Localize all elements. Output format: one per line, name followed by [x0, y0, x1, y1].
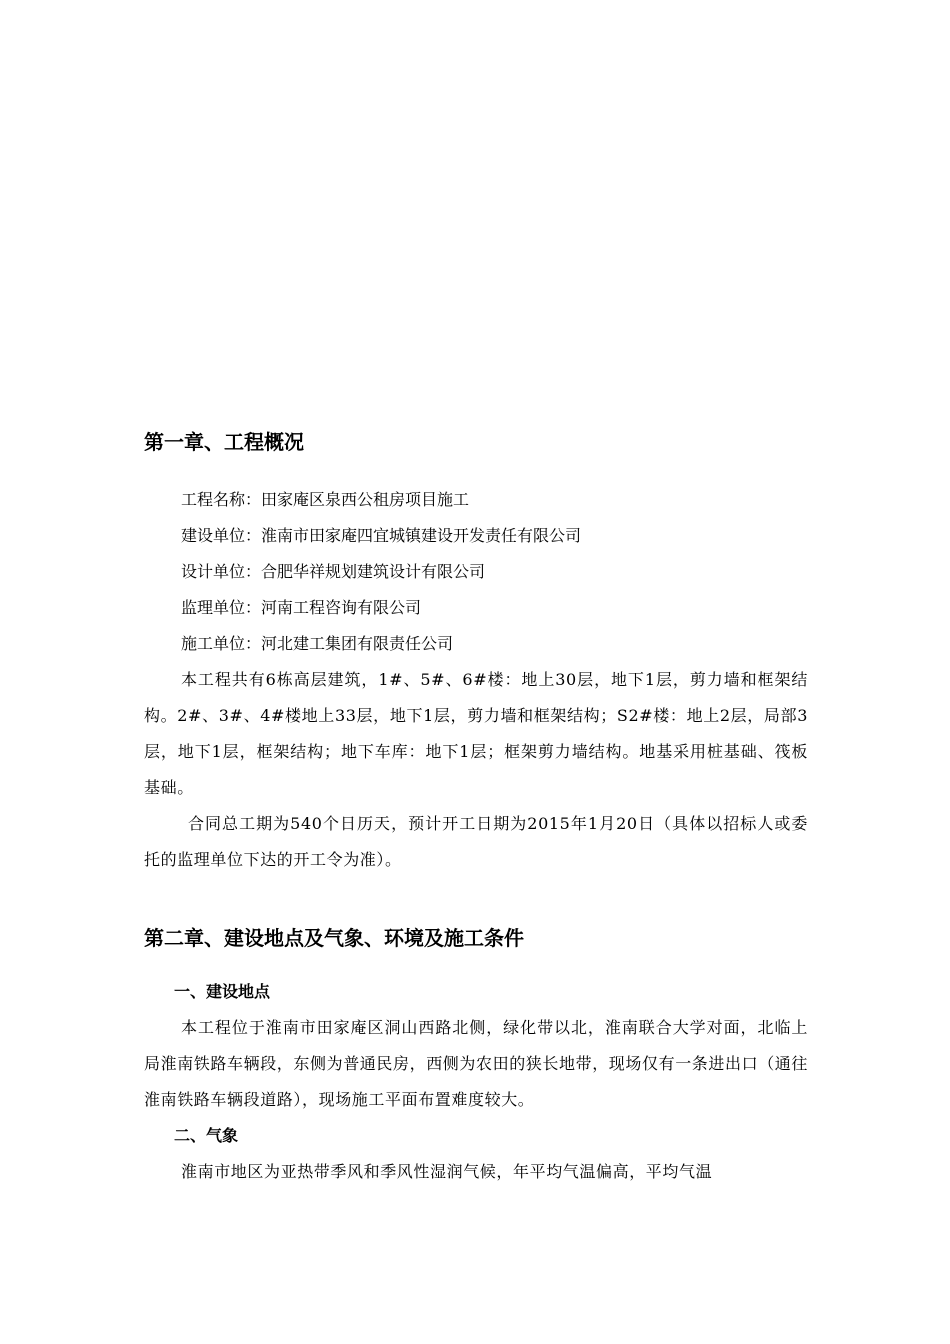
location-paragraph: 本工程位于淮南市田家庵区洞山西路北侧，绿化带以北，淮南联合大学对面，北临上局淮南铁路车辆段，东侧为普通民房，西侧为农田的狭长地带，现场仅有一条进出口（通往淮南铁路车辆段道路），现场施工平面布置难度较大。	[144, 1018, 809, 1109]
section-location-heading: 一、建设地点	[174, 982, 271, 1001]
climate-paragraph: 淮南市地区为亚热带季风和季风性湿润气候，年平均气温偏高，平均气温	[181, 1162, 713, 1181]
designer-line: 设计单位：合肥华祥规划建筑设计有限公司	[181, 562, 486, 581]
chapter-2-heading: 第二章、建设地点及气象、环境及施工条件	[144, 926, 524, 950]
contractor-line: 施工单位：河北建工集团有限责任公司	[181, 634, 454, 653]
document-body	[144, 420, 808, 1190]
contract-period-paragraph: 合同总工期为540个日历天，预计开工日期为2015年1月20日（具体以招标人或委托的监理单位下达的开工令为准）。	[144, 814, 808, 869]
project-description-paragraph: 本工程共有6栋高层建筑，1#、5#、6#楼：地上30层，地下1层，剪力墙和框架结构。2#、3#、4#楼地上33层，地下1层，剪力墙和框架结构；S2#楼：地上2层，局部3层，地下1层，框架结构；地下车库：地下1层；框架剪力墙结构。地基采用桩基础、筏板基础。	[144, 670, 808, 797]
chapter-1-heading: 第一章、工程概况	[144, 430, 304, 454]
supervisor-line: 监理单位：河南工程咨询有限公司	[181, 598, 422, 617]
owner-line: 建设单位：淮南市田家庵四宜城镇建设开发责任有限公司	[181, 526, 582, 545]
project-name-line: 工程名称：田家庵区泉西公租房项目施工	[181, 490, 470, 509]
section-climate-heading: 二、气象	[174, 1126, 239, 1145]
